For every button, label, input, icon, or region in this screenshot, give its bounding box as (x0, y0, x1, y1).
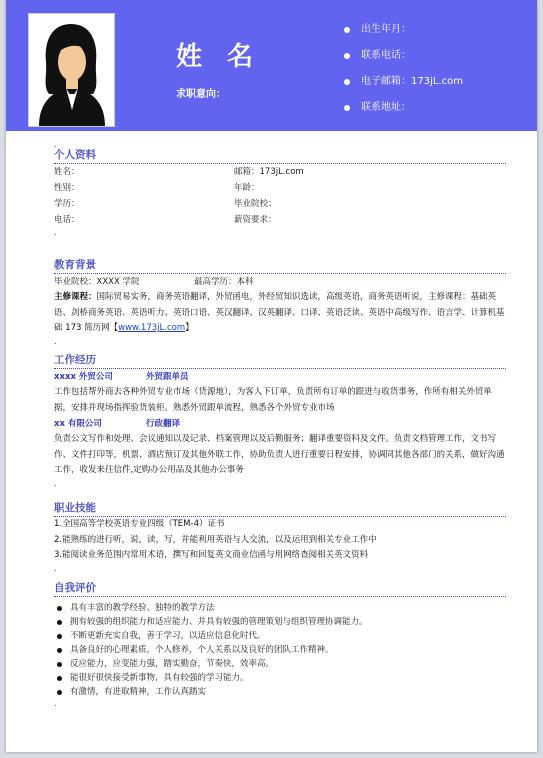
section-self (54, 582, 506, 708)
paragraph-mark: . (54, 228, 57, 237)
courses-end: 】 (185, 323, 194, 333)
self-item: 能很好很快接受新事物，具有较强的学习能力。 (54, 671, 506, 685)
paragraph-mark: . (54, 563, 57, 573)
section-title-skills: 职业技能 (54, 502, 506, 517)
info-phone: 电话： (54, 215, 80, 225)
section-title-education: 教育背景 (54, 259, 506, 274)
contact-email: 电子邮箱：173jL.com (344, 75, 463, 101)
info-name: 姓名： (54, 167, 80, 177)
job-header (54, 416, 506, 432)
education-degree: 最高学历：本科 (194, 277, 254, 287)
job-company: xx 有限公司 (54, 419, 102, 429)
section-title-work: 工作经历 (54, 354, 506, 369)
profile-photo (28, 13, 115, 127)
job-header (54, 369, 506, 385)
self-item: 拥有较强的组织能力和适应能力、并具有较强的管理策划与组织管理协调能力。 (54, 615, 506, 629)
self-item: 具有丰富的教学经验、独特的教学方法 (54, 601, 506, 615)
info-school: 毕业院校： (234, 199, 277, 209)
info-row (54, 196, 506, 212)
contact-birth: 出生年月： (344, 23, 463, 49)
self-item: 反应能力，应变能力强，踏实勤奋，节奏快，效率高。 (54, 657, 506, 671)
self-item: 具备良好的心理素质，个人修养，个人关系以及良好的团队工作精神。 (54, 643, 506, 657)
contact-list (344, 23, 463, 127)
candidate-name: 姓 名 (176, 42, 262, 72)
paragraph-mark: . (54, 336, 57, 346)
paragraph-mark: . (54, 478, 57, 488)
job-position: 外贸跟单员 (146, 372, 189, 382)
contact-phone: 联系电话： (344, 49, 463, 75)
education-row (54, 274, 506, 290)
education-school: 毕业院校：XXXX 学院 (54, 277, 140, 287)
info-row (54, 164, 506, 180)
courses-label: 主修课程： (54, 292, 97, 302)
info-row (54, 180, 506, 196)
job-intention: 求职意向： (176, 89, 226, 100)
section-skills (54, 502, 506, 573)
website-link[interactable]: www.173jL.com (118, 323, 186, 333)
info-gender: 性别： (54, 183, 80, 193)
resume-page (6, 0, 537, 752)
job-description: 工作包括帮外商去各种外贸专业市场（货源地），为客人下订单，负责所有订单的跟进与收货事务，作所有相关外贸单据，安排并现场指挥验货装柜。熟悉外贸跟单流程，熟悉各个外贸专业市场 (54, 387, 492, 413)
skill-item: 3.能阅读业务范围内常用术语，撰写和回复英文商业信函与用网络查阅相关英文资料 (54, 550, 369, 560)
info-email: 邮箱：173jL.com (234, 167, 304, 177)
info-salary: 薪资要求： (234, 215, 277, 225)
info-age: 年龄： (234, 183, 260, 193)
job-company: xxxx 外贸公司 (54, 372, 113, 382)
section-title-self: 自我评价 (54, 582, 506, 597)
paragraph-mark: . (54, 699, 57, 708)
section-education (54, 259, 506, 346)
self-item: 不断更新充实自我，善于学习，以适应信息化时代。 (54, 629, 506, 643)
section-work (54, 354, 506, 488)
self-item: 有激情，有进取精神，工作认真踏实 (54, 685, 506, 699)
courses-text: 国际贸易实务，商务英语翻译，外贸函电，外经贸知识选读，高级英语，商务英语听说，主修课程：基础英语、剑桥商务英语、英语听力、英语口语、英汉翻译、汉英翻译、口译、英语泛读、英语中高级写作、语言学、计算机基础 173 简历网【 (54, 292, 505, 333)
job-description: 负责公文写作和处理、会议通知以及记录、档案管理以及后勤服务；翻译重要资料及文件。负责文档管理工作，文书写作、文件打印等，机票、酒店预订及其他外联工作，协助负责人进行重要日程安排，协调同其他各部门的关系，做好沟通工作，收发来往信件,定购办公用品及其他办公事务 (54, 434, 505, 475)
skill-item: 1.全国高等学校英语专业四级（TEM-4）证书 (54, 519, 225, 529)
paragraph-mark: . (54, 140, 57, 149)
info-row (54, 212, 506, 228)
contact-address: 联系地址： (344, 101, 463, 127)
job-position: 行政翻译 (146, 419, 181, 429)
section-title-personal: 个人资料 (54, 149, 506, 164)
education-courses (54, 290, 506, 337)
woman-avatar-icon (29, 14, 114, 126)
section-personal (54, 140, 506, 237)
info-education: 学历： (54, 199, 80, 209)
resume-header (6, 0, 537, 131)
skill-item: 2.能熟练的进行听，说，读，写，并能利用英语与人交流，以及运用到相关专业工作中 (54, 534, 377, 545)
